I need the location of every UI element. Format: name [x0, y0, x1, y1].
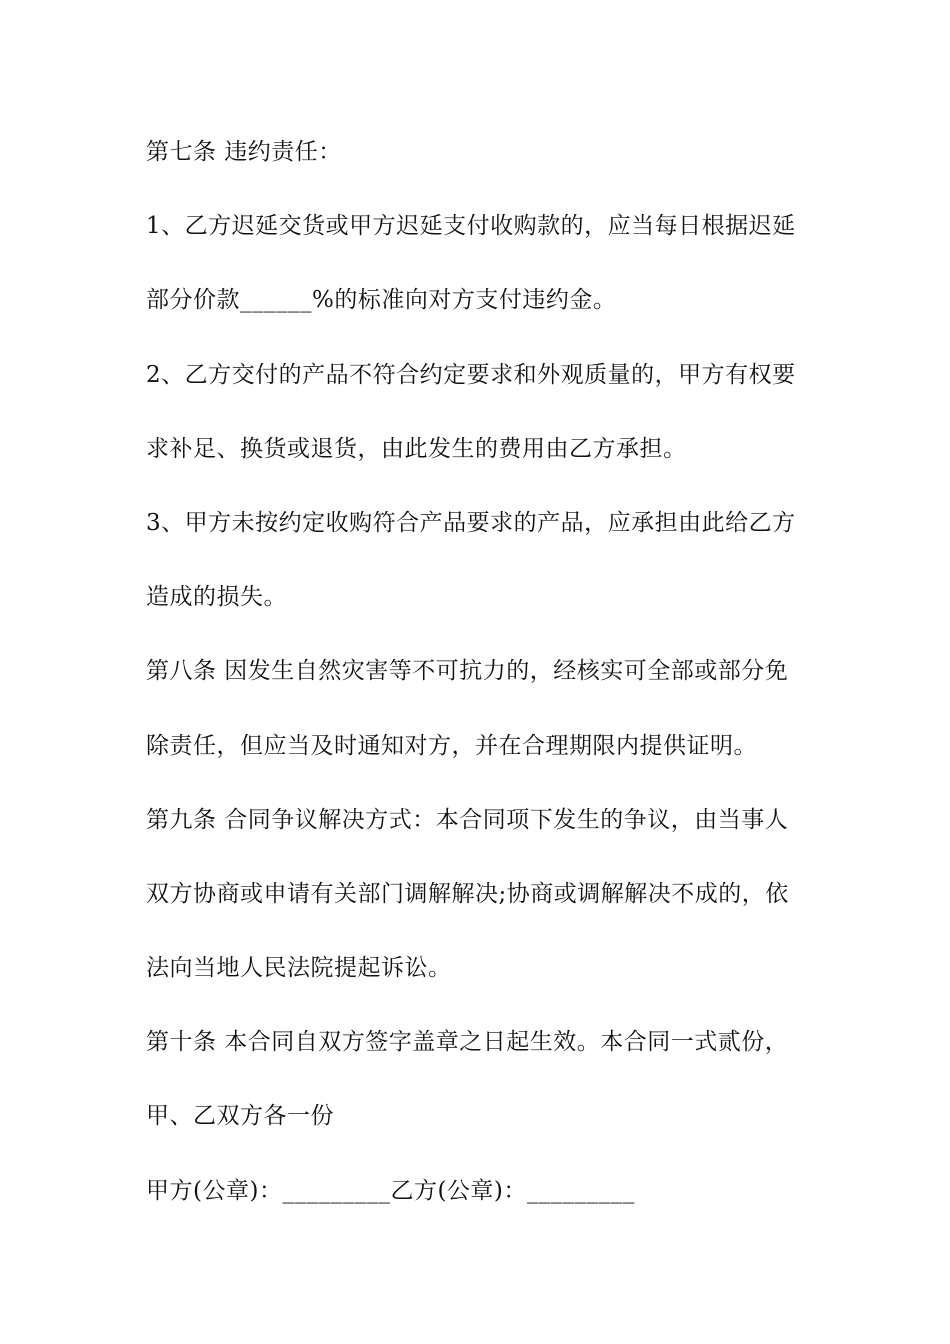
clause-7-2-line-1: 2、乙方交付的产品不符合约定要求和外观质量的，甲方有权要 [146, 361, 796, 388]
clause-7-3-line-2: 造成的损失。 [146, 584, 287, 611]
article-7-heading: 第七条 违约责任： [146, 139, 342, 165]
article-9-line-3: 法向当地人民法院提起诉讼。 [146, 955, 452, 982]
contract-text [146, 132, 826, 1245]
article-9-line-2: 双方协商或申请有关部门调解解决;协商或调解解决不成的，依 [146, 880, 789, 907]
article-9-line-1: 第九条 合同争议解决方式：本合同项下发生的争议，由当事人 [146, 806, 789, 833]
clause-7-3-line-1: 3、甲方未按约定收购符合产品要求的产品，应承担由此给乙方 [146, 509, 796, 536]
clause-7-1-line-2: 部分价款______%的标准向对方支付违约金。 [146, 287, 617, 314]
article-10-line-1: 第十条 本合同自双方签字盖章之日起生效。本合同一式贰份， [146, 1029, 789, 1056]
article-10-line-2: 甲、乙双方各一份 [146, 1103, 334, 1130]
article-8-line-2: 除责任，但应当及时通知对方，并在合理期限内提供证明。 [146, 732, 757, 759]
article-8-line-1: 第八条 因发生自然灾害等不可抗力的，经核实可全部或部分免 [146, 658, 789, 685]
clause-7-1-line-1: 1、乙方迟延交货或甲方迟延支付收购款的，应当每日根据迟延 [146, 213, 796, 240]
signature-line: 甲方(公章)：_________乙方(公章)：_________ [146, 1177, 635, 1204]
clause-7-2-line-2: 求补足、换货或退货，由此发生的费用由乙方承担。 [146, 435, 687, 462]
